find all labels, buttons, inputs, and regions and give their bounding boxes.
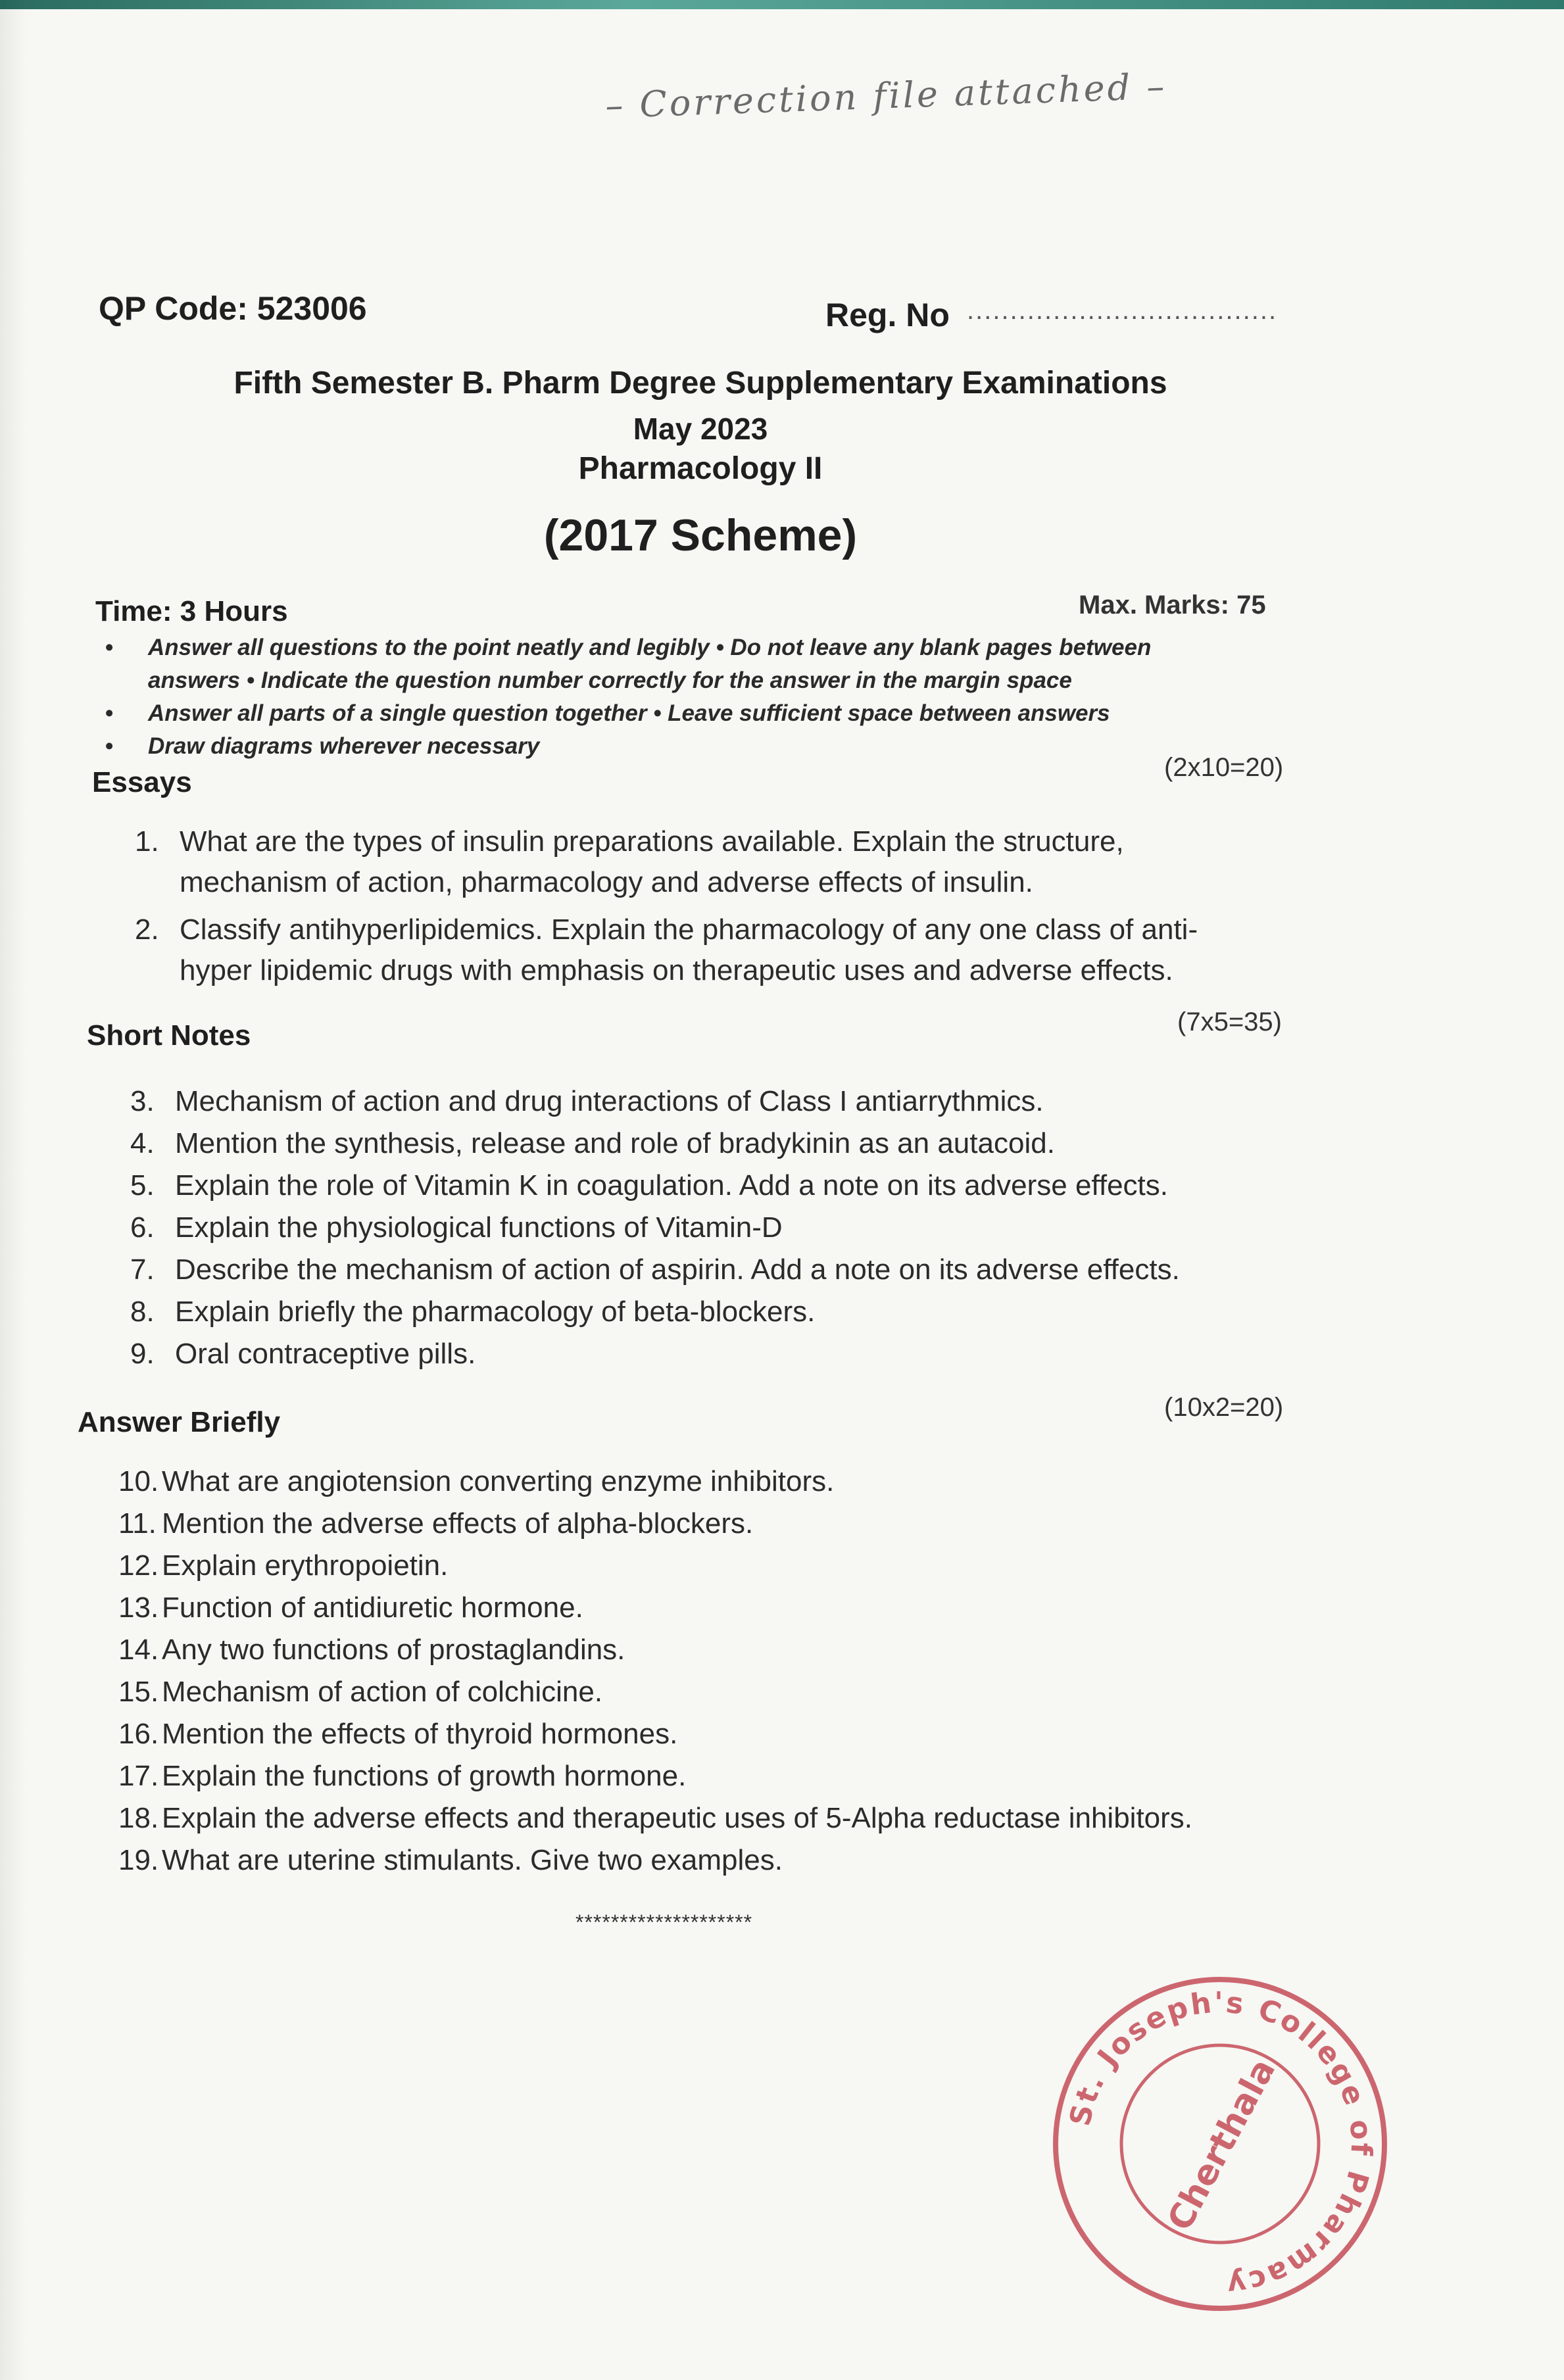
list-item [118,1718,1329,1760]
exam-month: May 2023 [633,412,768,446]
list-item [118,1802,1329,1844]
section-title-short-notes: Short Notes [87,1019,251,1052]
list-item [118,1465,1329,1507]
list-item [118,1634,1329,1676]
list-item [118,1844,1329,1886]
list-item [130,1169,1327,1211]
question-text: Mention the adverse effects of alpha-blockers. [162,1507,754,1540]
question-text: Mechanism of action of colchicine. [162,1676,603,1708]
question-text: Explain the functions of growth hormone. [162,1760,687,1792]
question-text: Mechanism of action and drug interactions of Class I antiarrythmics. [175,1085,1044,1117]
question-text: Explain the role of Vitamin K in coagulation. Add a note on its adverse effects. [175,1169,1168,1202]
answer-briefly-list [118,1465,1329,1886]
section-title-answer-briefly: Answer Briefly [78,1406,281,1438]
question-number: 9. [130,1338,155,1370]
bullet-icon: • [105,733,114,759]
question-number: 12. [118,1549,159,1582]
essay-question-list [135,825,1319,995]
list-item-continued [135,866,1319,913]
bullet-icon: • [105,635,114,660]
list-item [130,1085,1327,1127]
exam-scheme: (2017 Scheme) [543,510,858,560]
question-number: 19. [118,1844,159,1876]
instruction-item [99,631,1315,664]
question-text: mechanism of action, pharmacology and adverse effects of insulin. [180,866,1033,898]
question-number: 16. [118,1718,159,1750]
instruction-text: Answer all parts of a single question together • Leave sufficient space between answers [148,700,1110,726]
time-label: Time: 3 Hours [95,595,288,627]
question-text: Describe the mechanism of action of aspirin. Add a note on its adverse effects. [175,1253,1180,1286]
top-edge-strip [0,0,1564,9]
question-number: 15. [118,1676,159,1708]
college-seal-stamp [1042,1966,1398,2321]
question-text: Classify antihyperlipidemics. Explain the pharmacology of any one class of anti- [180,913,1198,946]
exam-subject: Pharmacology II [578,451,823,486]
question-text: What are uterine stimulants. Give two examples. [162,1844,783,1876]
question-text: Explain briefly the pharmacology of beta-blockers. [175,1296,816,1328]
instruction-text: Draw diagrams wherever necessary [148,733,540,759]
question-number: 3. [130,1085,155,1117]
question-text: Oral contraceptive pills. [175,1338,476,1370]
list-item [130,1253,1327,1296]
list-item [118,1507,1329,1549]
question-number: 8. [130,1296,155,1328]
question-text: hyper lipidemic drugs with emphasis on therapeutic uses and adverse effects. [180,954,1173,986]
question-text: What are the types of insulin preparations available. Explain the structure, [180,825,1124,858]
question-text: Any two functions of prostaglandins. [162,1634,625,1666]
list-item [130,1127,1327,1169]
question-number: 10. [118,1465,159,1497]
seal-ring-text: St. Joseph's College of Pharmacy [1063,1985,1379,2302]
question-number: 14. [118,1634,159,1666]
bullet-icon: • [105,700,114,726]
instruction-item [99,697,1315,730]
list-item [118,1760,1329,1802]
instruction-text: answers • Indicate the question number correctly for the answer in the margin space [148,668,1072,693]
reg-no-blank: .................................... [967,296,1278,325]
end-marker: ******************** [575,1910,753,1934]
question-number: 4. [130,1127,155,1159]
qp-code: QP Code: 523006 [99,290,367,327]
instruction-text: Answer all questions to the point neatly and legibly • Do not leave any blank pages between [148,635,1152,660]
max-marks: Max. Marks: 75 [1079,591,1266,619]
section-marks-answer-briefly: (10x2=20) [1164,1393,1284,1422]
list-item [130,1211,1327,1253]
instruction-item [99,730,1315,763]
question-number: 5. [130,1169,155,1202]
list-item [118,1591,1329,1634]
section-marks-essays: (2x10=20) [1164,753,1284,782]
question-number: 11. [118,1507,157,1540]
list-item [135,825,1319,866]
instructions-list [99,631,1315,763]
question-number: 7. [130,1253,155,1286]
list-item [135,913,1319,954]
question-text: What are angiotension converting enzyme inhibitors. [162,1465,835,1497]
question-number: 6. [130,1211,155,1244]
question-text: Function of antidiuretic hormone. [162,1591,583,1624]
instruction-item-continued [99,664,1315,697]
list-item [118,1676,1329,1718]
question-text: Mention the synthesis, release and role of bradykinin as an autacoid. [175,1127,1055,1159]
seal-center-text: Cherthala [1160,2052,1284,2237]
handwritten-note: – Correction file attached – [604,65,1168,127]
question-text: Explain erythropoietin. [162,1549,449,1582]
question-number: 13. [118,1591,159,1624]
question-number: 17. [118,1760,159,1792]
list-item [130,1296,1327,1338]
list-item [118,1549,1329,1591]
question-text: Explain the physiological functions of Vitamin-D [175,1211,783,1244]
question-number: 1. [135,825,159,858]
question-text: Explain the adverse effects and therapeutic uses of 5-Alpha reductase inhibitors. [162,1802,1193,1834]
question-number: 2. [135,913,159,946]
page-shadow [0,0,26,2380]
short-notes-list [130,1085,1327,1380]
question-number: 18. [118,1802,159,1834]
list-item-continued [135,954,1319,995]
seal-graphic [1056,1979,1384,2308]
question-text: Mention the effects of thyroid hormones. [162,1718,678,1750]
section-title-essays: Essays [92,766,192,798]
reg-no-label: Reg. No [825,297,950,333]
exam-title: Fifth Semester B. Pharm Degree Supplementary Examinations [233,366,1167,401]
list-item [130,1338,1327,1380]
section-marks-short-notes: (7x5=35) [1177,1008,1282,1036]
